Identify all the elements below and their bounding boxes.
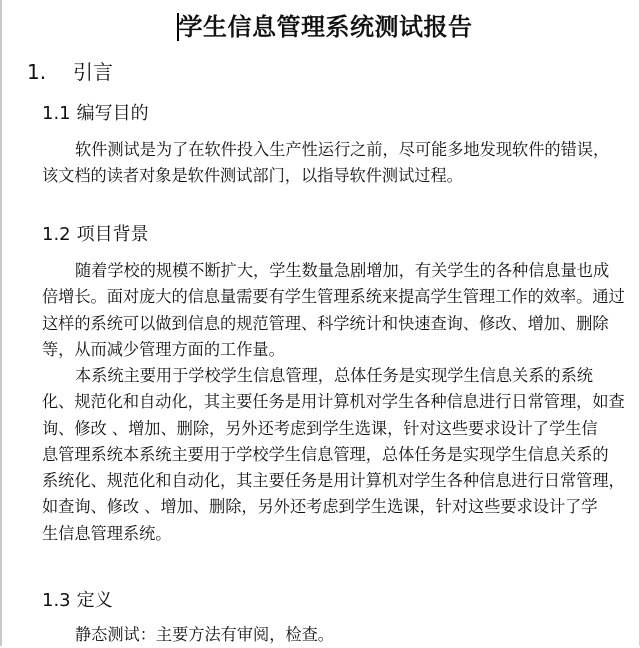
text-line: 如查询、修改 、增加、删除，另外还考虑到学生选课，针对这些要求设计了学 bbox=[42, 497, 598, 517]
text-line: 系统化、规范化和自动化，其主要任务是用计算机对学生各种信息进行日常管理， bbox=[42, 471, 625, 491]
text-line: 等，从而减少管理方面的工作量。 bbox=[42, 339, 285, 359]
text-line: 这样的系统可以做到信息的规范管理、科学统计和快速查询、修改、增加、删除 bbox=[42, 313, 609, 333]
section-number: 1. bbox=[27, 60, 47, 84]
text-line: 静态测试：主要方法有审阅，检查。 bbox=[75, 625, 334, 644]
text-line: 询、修改 、增加、删除，另外还考虑到学生选课，针对这些要求设计了学生信 bbox=[42, 418, 598, 438]
subsection-number: 1.1 bbox=[42, 103, 71, 124]
section-heading-introduction bbox=[27, 58, 113, 86]
subsection-heading-purpose bbox=[42, 101, 149, 127]
text-line: 倍增长。面对庞大的信息量需要有学生管理系统来提高学生管理工作的效率。通过 bbox=[42, 287, 625, 307]
text-line: 本系统主要用于学校学生信息管理，总体任务是实现学生信息关系的系统 bbox=[75, 366, 593, 385]
text-line: 软件测试是为了在软件投入生产性运行之前，尽可能多地发现软件的错误， bbox=[75, 140, 610, 159]
text-line: 化、规范化和自动化，其主要任务是用计算机对学生各种信息进行日常管理，如查 bbox=[42, 392, 625, 412]
text-line: 随着学校的规模不断扩大，学生数量急剧增加，有关学生的各种信息量也成 bbox=[75, 261, 610, 280]
subsection-number: 1.3 bbox=[42, 590, 71, 611]
text-line: 该文档的读者对象是软件测试部门，以指导软件测试过程。 bbox=[42, 166, 463, 186]
subsection-title: 项目背景 bbox=[76, 224, 149, 245]
paragraph-background-1 bbox=[42, 258, 624, 363]
text-line: 生信息管理系统。 bbox=[42, 523, 172, 543]
subsection-title: 编写目的 bbox=[76, 103, 149, 124]
paragraph-purpose bbox=[42, 137, 624, 190]
subsection-heading-definitions bbox=[42, 588, 113, 614]
paragraph-definitions bbox=[42, 622, 624, 648]
document-title: 学生信息管理系统测试报告 bbox=[178, 13, 473, 41]
paragraph-background-2 bbox=[42, 363, 624, 547]
text-line: 息管理系统本系统主要用于学校学生信息管理，总体任务是实现学生信息关系的 bbox=[42, 444, 609, 464]
subsection-title: 定义 bbox=[76, 590, 113, 611]
subsection-heading-background bbox=[42, 222, 149, 248]
subsection-number: 1.2 bbox=[42, 224, 71, 245]
section-title: 引言 bbox=[73, 60, 113, 84]
